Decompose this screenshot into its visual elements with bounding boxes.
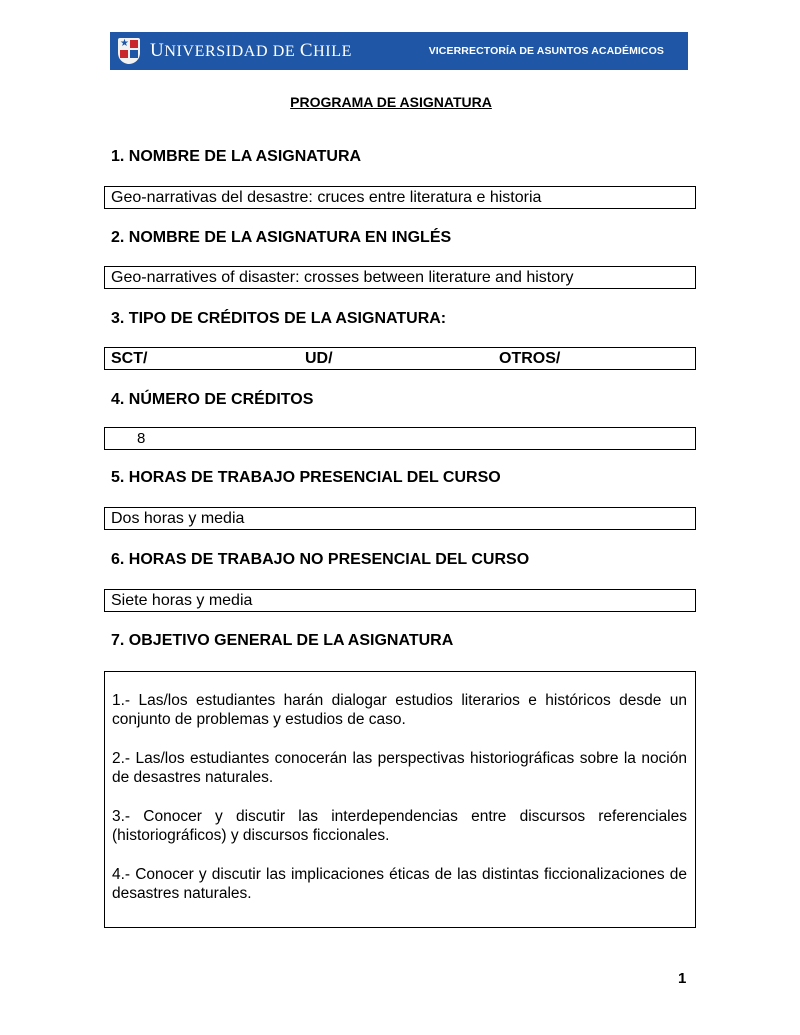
- course-name-english-field: Geo-narratives of disaster: crosses between literature and history: [104, 266, 696, 289]
- section-1-heading: 1. NOMBRE DE LA ASIGNATURA: [111, 148, 362, 165]
- section-6-heading: 6. HORAS DE TRABAJO NO PRESENCIAL DEL CURSO: [111, 551, 530, 568]
- section-5-heading: 5. HORAS DE TRABAJO PRESENCIAL DEL CURSO: [111, 469, 501, 486]
- objective-item: 2.- Las/los estudiantes conocerán las perspectivas historiográficas sobre la noción de desastres naturales.: [112, 750, 687, 786]
- credit-type-field: [104, 347, 696, 370]
- credit-type-otros: OTROS/: [499, 350, 561, 367]
- credit-type-ud: UD/: [305, 350, 333, 367]
- section-2-heading: 2. NOMBRE DE LA ASIGNATURA EN INGLÉS: [111, 229, 452, 246]
- university-logo: [118, 38, 352, 64]
- credit-number-field: 8: [104, 427, 696, 450]
- university-name: UNIVERSIDAD DE CHILE: [150, 40, 352, 61]
- objective-item: 1.- Las/los estudiantes harán dialogar estudios literarios e históricos desde un conjunto de problemas y estudios de caso.: [112, 692, 687, 728]
- section-4-heading: 4. NÚMERO DE CRÉDITOS: [111, 391, 314, 408]
- university-shield-icon: ★: [118, 38, 140, 64]
- general-objective-field: [104, 671, 696, 928]
- section-7-heading: 7. OBJETIVO GENERAL DE LA ASIGNATURA: [111, 632, 454, 649]
- page-number: 1: [678, 970, 687, 987]
- section-3-heading: 3. TIPO DE CRÉDITOS DE LA ASIGNATURA:: [111, 310, 447, 327]
- credit-type-sct: SCT/: [111, 350, 148, 367]
- non-presential-hours-field: Siete horas y media: [104, 589, 696, 612]
- objective-item: 4.- Conocer y discutir las implicaciones éticas de las distintas ficcionalizaciones de desastres naturales.: [112, 866, 687, 902]
- presential-hours-field: Dos horas y media: [104, 507, 696, 530]
- course-name-field: Geo-narrativas del desastre: cruces entre literatura e historia: [104, 186, 696, 209]
- header-banner: [110, 32, 688, 70]
- vicerrectoria-label: VICERRECTORÍA DE ASUNTOS ACADÉMICOS: [428, 45, 664, 57]
- document-title: PROGRAMA DE ASIGNATURA: [290, 94, 492, 110]
- objective-item: 3.- Conocer y discutir las interdependencias entre discursos referenciales (historiográficos) y discursos ficcionales.: [112, 808, 687, 844]
